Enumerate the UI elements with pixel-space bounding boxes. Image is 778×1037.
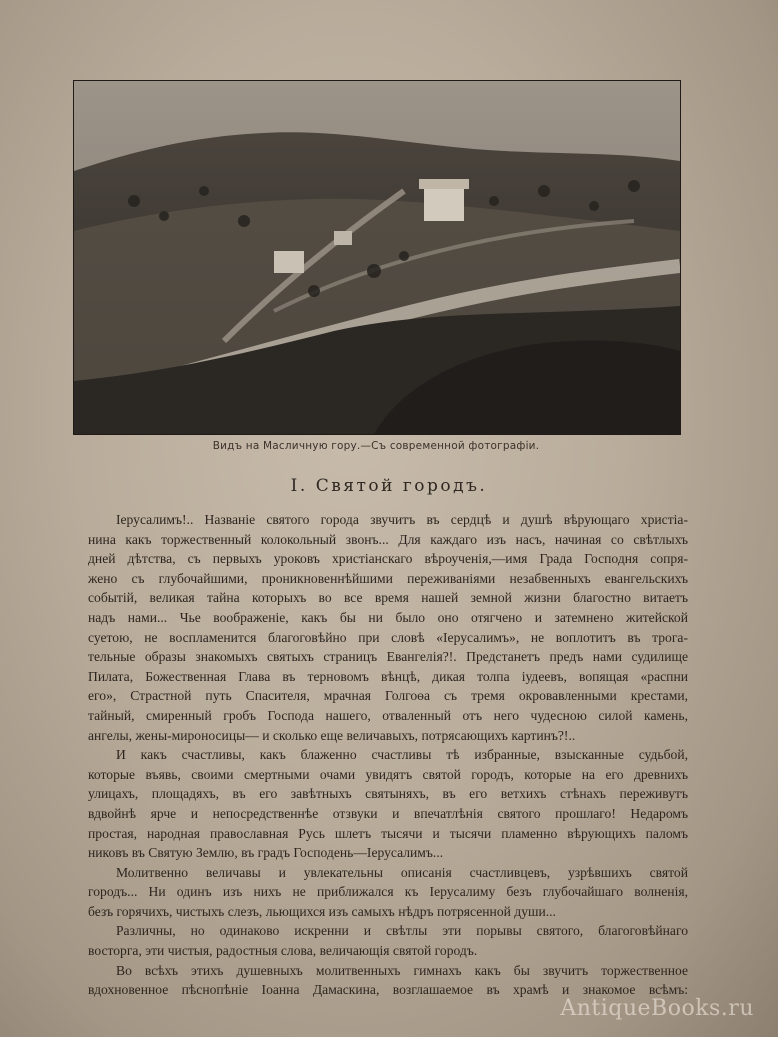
text-line: вдохновенное пѣснопѣніе Іоанна Дамаскина, возглашаемое въ храмѣ и знакомое всѣмъ:	[88, 982, 688, 998]
text-line: суетою, не воспламенится благоговѣйно при словѣ «Іерусалимъ», не воплотитъ въ трога-	[88, 629, 688, 645]
text-line: жено съ глубочайшими, проникновеннѣйшими переживаніями незабвенныхъ евангельскихъ	[88, 570, 688, 586]
text-line: дней дѣтства, съ первыхъ уроковъ христіанскаго вѣроученія,—имя Града Господня сопря-	[88, 551, 688, 567]
text-line: тельные образы знакомыхъ святыхъ страницъ Евангелія?!. Предстанетъ предъ нами судилище	[88, 649, 688, 665]
text-line: тайный, смиренный гробъ Господа нашего, отваленный отъ него чудесною силой камень,	[88, 707, 688, 723]
text-line: улицахъ, площадяхъ, въ его завѣтныхъ святыняхъ, въ его ветхихъ стѣнахъ переживутъ	[88, 786, 688, 802]
text-line: Молитвенно величавы и увлекательны описанія счастливцевъ, узрѣвшихъ святой	[116, 864, 688, 880]
text-line: восторга, эти чистыя, радостныя слова, величающія святой городъ.	[88, 943, 478, 959]
text-line: Іерусалимъ!.. Названіе святого города звучитъ въ сердцѣ и душѣ вѣрующаго христіа-	[116, 512, 688, 527]
text-line: простая, народная православная Русь шлетъ тысячи и тысячи пламенно вѣрующихъ паломъ	[88, 825, 688, 841]
mount-of-olives-photo	[73, 80, 681, 435]
text-line: И какъ счастливы, какъ блаженно счастливы тѣ избранные, взысканные судьбой,	[116, 747, 688, 763]
text-line: Различны, но одинаково искренни и свѣтлы эти порывы святого, благоговѣйнаго	[116, 923, 688, 939]
text-line: его», Страстной путь Спасителя, мрачная Голгоѳа съ тремя окровавленными крестами,	[88, 688, 688, 704]
text-line: событій, великая тайна которыхъ во все время нашей земной жизни благостно витаетъ	[88, 590, 688, 606]
text-line: никовъ въ Святую Землю, въ градъ Господень—Іерусалимъ...	[88, 845, 444, 861]
chapter-title: I. Святой городъ.	[290, 476, 488, 496]
text-line: городъ... Ни одинъ изъ нихъ не приближался къ Іерусалиму безъ глубочайшаго волненія,	[88, 884, 688, 900]
text-line: безъ горячихъ, чистыхъ слезъ, льющихся изъ самыхъ нѣдръ потрясенной души...	[88, 903, 556, 919]
text-line: ангелы, жены-мироносицы— и сколько еще величавыхъ, потрясающихъ картинъ?!..	[88, 727, 576, 743]
landscape-photo-icon	[74, 81, 680, 434]
text-line: надъ нами... Чье воображеніе, какъ бы ни было оно отягчено и затемнено житейской	[88, 609, 688, 625]
photo-caption: Видъ на Масличную гору.—Съ современной фотографіи.	[212, 440, 540, 452]
watermark: AntiqueBooks.ru	[560, 996, 754, 1021]
text-line: Во всѣхъ этихъ душевныхъ молитвенныхъ гимнахъ какъ бы звучитъ торжественное	[116, 962, 688, 978]
text-line: Пилата, Божественная Глава въ терновомъ вѣнцѣ, дикая толпа іудеевъ, вопящая «распни	[88, 668, 688, 684]
text-line: нина какъ торжественный колокольный звонъ... Для каждаго изъ насъ, начиная со свѣтлыхъ	[88, 531, 688, 547]
text-line: вдвойнѣ ярче и непосредственнѣе отзвуки и впечатлѣнія святого прошлаго! Недаромъ	[88, 805, 688, 821]
text-line: которые въявь, своими смертными очами увидятъ святой городъ, которые на его древнихъ	[88, 766, 688, 782]
body-text	[88, 510, 688, 1000]
